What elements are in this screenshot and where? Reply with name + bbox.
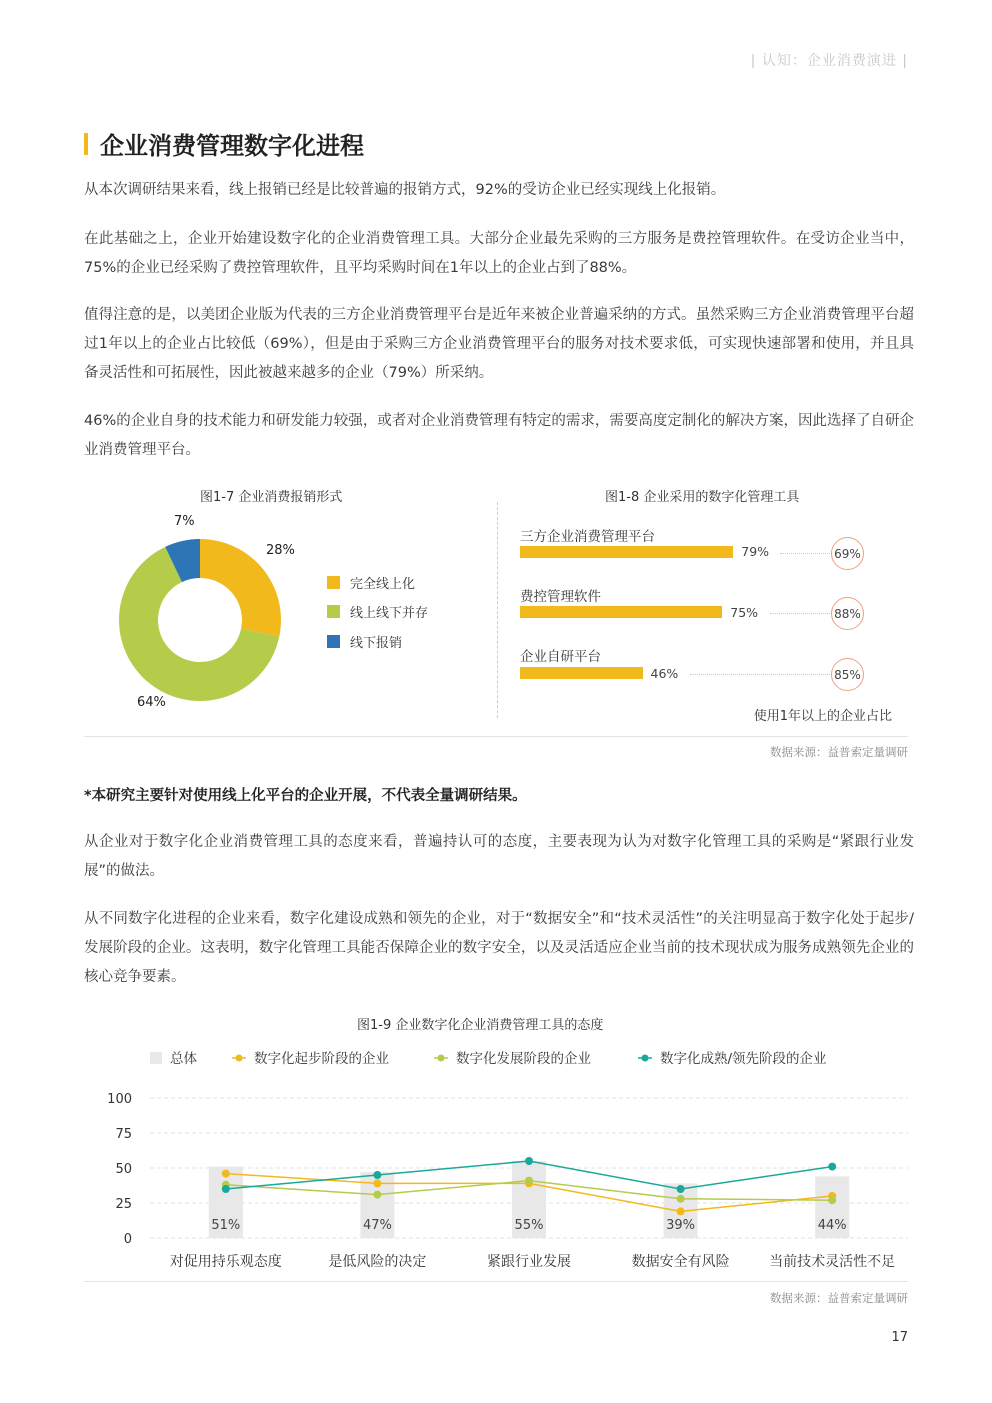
series-point: [828, 1163, 836, 1171]
research-note: *本研究主要针对使用线上化平台的企业开展，不代表全量调研结果。: [84, 788, 527, 804]
share-circle: [831, 537, 864, 570]
attitude-line-chart: [84, 1040, 910, 1280]
y-tick-label: 100: [107, 1092, 132, 1107]
dotted-leader: [690, 674, 830, 675]
series-point: [373, 1171, 381, 1179]
overall-bar-label: 51%: [211, 1218, 241, 1233]
legend-marker: [642, 1055, 649, 1062]
legend-label: 数字化起步阶段的企业: [254, 1051, 389, 1067]
bar-value: 75%: [730, 605, 759, 620]
overall-bar-label: 44%: [817, 1218, 847, 1233]
series-point: [525, 1157, 533, 1165]
donut-label-mixed: 64%: [137, 695, 166, 710]
title-accent-bar: [84, 133, 88, 155]
paragraph-3: 值得注意的是，以美团企业版为代表的三方企业消费管理平台是近年来被企业普遍采纳的方式。虽然采购三方企业消费管理平台超过1年以上的企业占比较低（69%），但是由于采购三方企业消费管理平台的服务对技术要求低，可实现快速部署和使用，并且具备灵活性和可拓展性，因此被越来越多的企业（79%）所采纳。: [84, 307, 914, 381]
legend-swatch-green: [327, 605, 340, 618]
figure-divider: [497, 502, 498, 718]
legend-label: 线下报销: [350, 636, 403, 651]
legend-label: 数字化成熟/领先阶段的企业: [660, 1051, 827, 1067]
page-number: 17: [891, 1330, 908, 1345]
series-point: [222, 1170, 230, 1178]
y-tick-label: 75: [115, 1127, 132, 1142]
legend-label: 总体: [170, 1051, 197, 1067]
bar: [520, 667, 643, 679]
x-category-label: 紧跟行业发展: [487, 1254, 571, 1270]
legend-label: 完全线上化: [350, 577, 416, 592]
source-note: 数据来源：益普索定量调研: [770, 745, 908, 759]
fig-1-9-title: 图1-9 企业数字化企业消费管理工具的态度: [357, 1018, 604, 1033]
series-point: [677, 1195, 685, 1203]
fig-1-7-title: 图1-7 企业消费报销形式: [200, 490, 343, 505]
paragraph-1: 从本次调研结果来看，线上报销已经是比较普遍的报销方式，92%的受访企业已经实现线上化报销。: [84, 182, 726, 198]
paragraph-4: 46%的企业自身的技术能力和研发能力较强，或者对企业消费管理有特定的需求，需要高度定制化的解决方案，因此选择了自研企业消费管理平台。: [84, 413, 914, 458]
series-point: [525, 1177, 533, 1185]
legend-label: 数字化发展阶段的企业: [456, 1051, 591, 1067]
paragraph-2: 在此基础之上，企业开始建设数字化的企业消费管理工具。大部分企业最先采购的三方服务是费控管理软件。在受访企业当中，75%的企业已经采购了费控管理软件，且平均采购时间在1年以上的企业占到了88%。: [84, 231, 914, 276]
legend-marker: [438, 1055, 445, 1062]
donut-chart: [110, 530, 290, 710]
series-point: [373, 1191, 381, 1199]
share-circle: [831, 658, 864, 691]
y-tick-label: 0: [123, 1232, 132, 1247]
series-point: [828, 1196, 836, 1204]
bar: [520, 546, 733, 558]
series-point: [222, 1185, 230, 1193]
legend-item-offline: [327, 632, 402, 651]
bar-value: 46%: [650, 666, 679, 681]
bar-value: 79%: [741, 544, 770, 559]
dotted-leader: [770, 613, 830, 614]
divider-rule: [84, 736, 908, 737]
divider-rule: [84, 1281, 908, 1282]
overall-bar-label: 47%: [362, 1218, 392, 1233]
secondary-series-note: 使用1年以上的企业占比: [753, 709, 892, 724]
series-point: [677, 1185, 685, 1193]
page-title: 企业消费管理数字化进程: [100, 132, 364, 160]
legend-label: 线上线下并存: [350, 606, 429, 621]
bar-label: 三方企业消费管理平台: [520, 529, 655, 545]
legend-swatch-blue: [327, 635, 340, 648]
legend-swatch-bar: [150, 1052, 162, 1064]
share-value: 85%: [834, 667, 861, 682]
x-category-label: 当前技术灵活性不足: [769, 1254, 896, 1270]
overall-bar-label: 55%: [514, 1218, 544, 1233]
section-tag: | 认知：企业消费演进 |: [750, 53, 908, 69]
y-tick-label: 50: [115, 1162, 132, 1177]
donut-label-online: 28%: [266, 543, 295, 558]
bar-label: 企业自研平台: [520, 649, 601, 665]
paragraph-5: 从企业对于数字化企业消费管理工具的态度来看，普遍持认可的态度，主要表现为认为对数字化管理工具的采购是“紧跟行业发展”的做法。: [84, 834, 914, 879]
share-value: 88%: [834, 606, 861, 621]
legend-swatch-yellow: [327, 576, 340, 589]
series-point: [677, 1207, 685, 1215]
y-tick-label: 25: [115, 1197, 132, 1212]
x-category-label: 对促用持乐观态度: [169, 1254, 282, 1270]
legend-item-mixed: [327, 602, 428, 621]
legend-marker: [236, 1055, 243, 1062]
source-note: 数据来源：益普索定量调研: [770, 1291, 908, 1305]
paragraph-6: 从不同数字化进程的企业来看，数字化建设成熟和领先的企业，对于“数据安全”和“技术灵活性”的关注明显高于数字化处于起步/发展阶段的企业。这表明，数字化管理工具能否保障企业的数字安全，以及灵活适应企业当前的技术现状成为服务成熟领先企业的核心竞争要素。: [84, 911, 914, 985]
bar: [520, 606, 722, 618]
share-value: 69%: [834, 546, 861, 561]
donut-label-offline: 7%: [174, 514, 195, 529]
x-category-label: 是低风险的决定: [328, 1254, 427, 1270]
dotted-leader: [780, 553, 830, 554]
legend-item-online: [327, 573, 415, 592]
bar-label: 费控管理软件: [520, 589, 601, 605]
fig-1-8-title: 图1-8 企业采用的数字化管理工具: [605, 490, 800, 505]
series-point: [373, 1179, 381, 1187]
share-circle: [831, 597, 864, 630]
overall-bar-label: 39%: [666, 1218, 696, 1233]
x-category-label: 数据安全有风险: [631, 1254, 730, 1270]
